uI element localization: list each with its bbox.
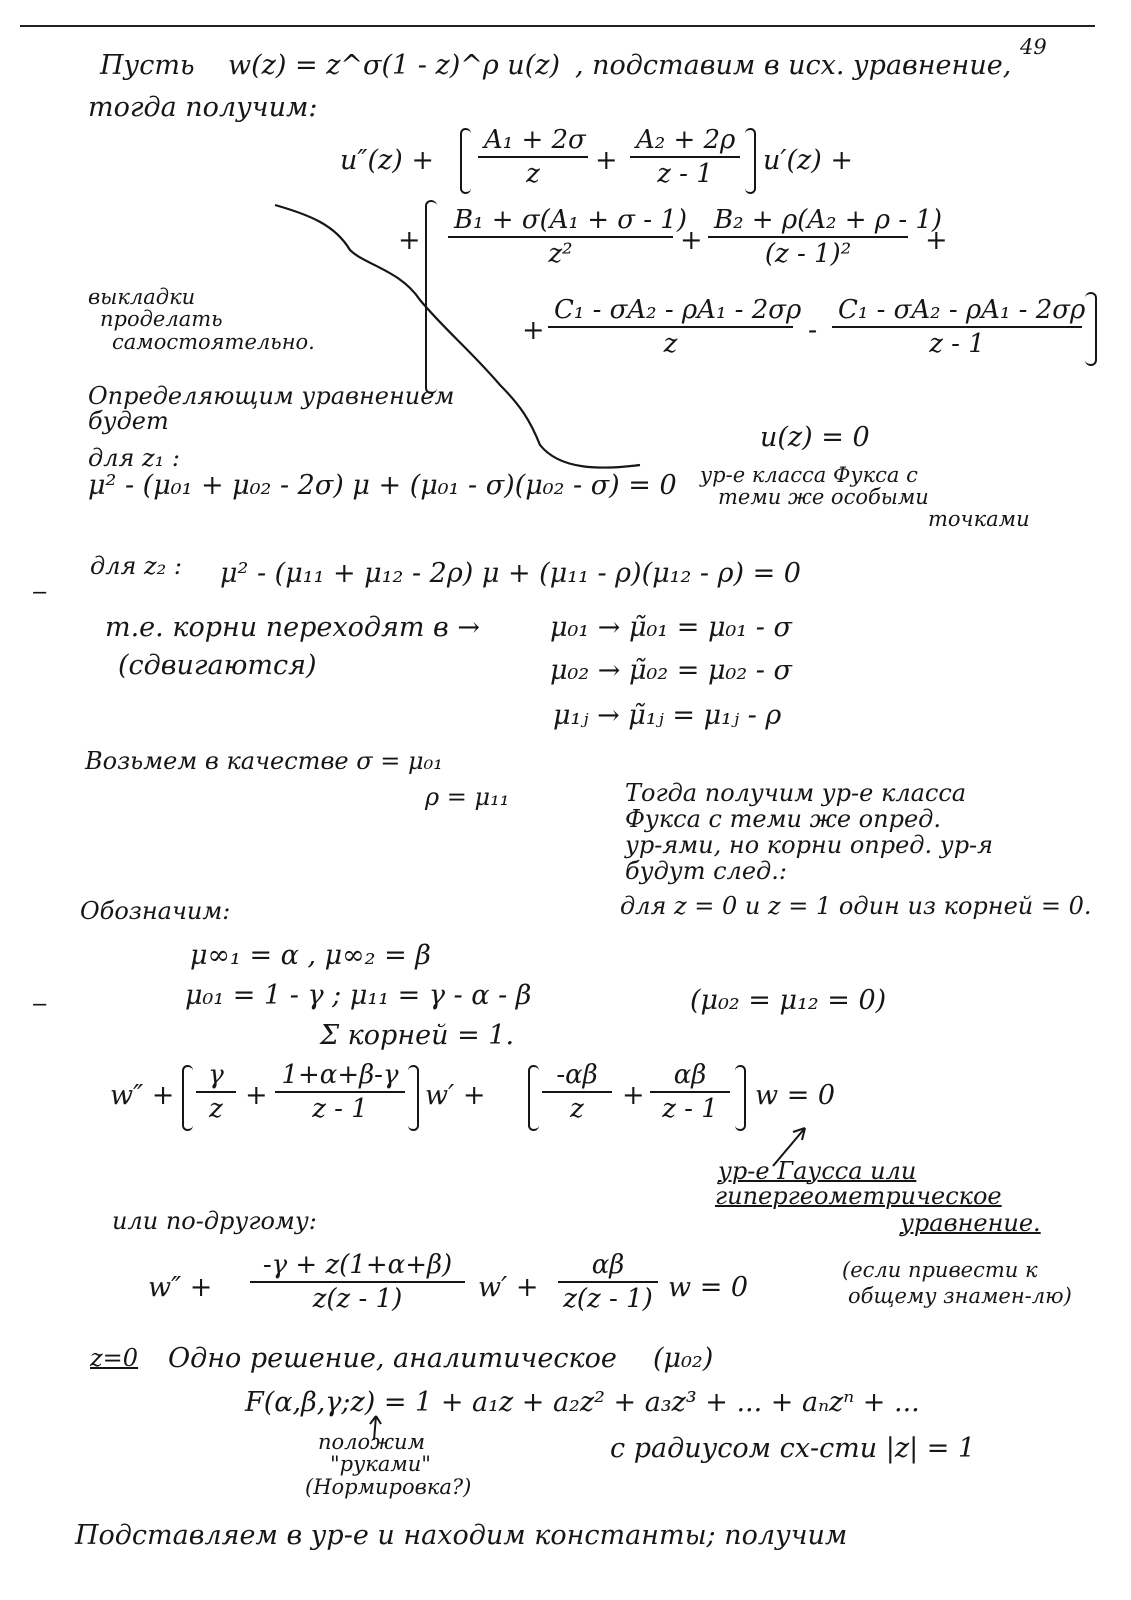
side-note-2: проделать <box>100 307 223 331</box>
final-line: Подставляем в ур-е и находим константы; получим <box>75 1520 848 1551</box>
notation-line1: μ∞₁ = α , μ∞₂ = β <box>190 940 431 971</box>
margin-dash: ‒ <box>32 577 48 605</box>
gauss-note-2: гипергеометрическое <box>715 1182 1002 1210</box>
z0-label: z=0 <box>90 1344 139 1372</box>
eq-u-term3 <box>448 205 687 269</box>
bracket-close <box>745 128 756 194</box>
bracket-open <box>460 128 471 194</box>
eq-w2-frac2 <box>558 1250 658 1314</box>
eq-w-frac1-num: γ <box>196 1060 236 1093</box>
page-number: 49 <box>1020 35 1047 59</box>
eq-w-frac1 <box>196 1060 236 1124</box>
z0-put: положим <box>318 1430 425 1454</box>
intro-then: тогда получим: <box>88 92 318 123</box>
eq-w-tail: w = 0 <box>755 1080 836 1111</box>
eq-u-row2-lead: + <box>398 225 421 256</box>
eq-u-term6-den: z - 1 <box>929 329 985 359</box>
bracket-open <box>528 1065 539 1131</box>
choice-line2: ρ = μ₁₁ <box>425 783 510 811</box>
side-note-1: выкладки <box>88 285 196 309</box>
eq-w-frac3-num: -αβ <box>542 1060 612 1093</box>
then-note-5: для z = 0 и z = 1 один из корней = 0. <box>620 892 1092 920</box>
gauss-note-1: ур-е Гаусса или <box>718 1157 917 1185</box>
substitute-note: , подставим в исх. уравнение, <box>575 50 1012 81</box>
eq-w2-note-2: общему знамен-лю) <box>848 1284 1072 1308</box>
eq-w-frac4 <box>650 1060 730 1124</box>
root-map-3: μ₁ⱼ → μ̃₁ⱼ = μ₁ⱼ - ρ <box>553 700 782 731</box>
notation-line3: Σ корней = 1. <box>320 1020 515 1051</box>
then-note-3: ур-ями, но корни опред. ур-я <box>625 831 994 859</box>
eq-u-term6 <box>832 295 1086 359</box>
eq-w-plus: + <box>245 1080 268 1111</box>
eq-u-term5-num: C₁ - σA₂ - ρA₁ - 2σρ <box>548 295 793 328</box>
eq-w-frac3 <box>542 1060 612 1124</box>
eq-u-lead: u″(z) + <box>340 145 434 176</box>
z0-hands: "руками" <box>330 1452 431 1476</box>
substitution-formula: w(z) = z^σ(1 - z)^ρ u(z) <box>228 50 560 81</box>
eq-w2-note-1: (если привести к <box>842 1258 1038 1282</box>
eq-w2-frac2-num: αβ <box>558 1250 658 1283</box>
eq-u-term6-num: C₁ - σA₂ - ρA₁ - 2σρ <box>832 295 1082 328</box>
eq-u-tail: u′(z) + <box>763 145 854 176</box>
eq-w2-tail: w = 0 <box>668 1272 749 1303</box>
choice-line1: Возьмем в качестве σ = μ₀₁ <box>85 747 443 775</box>
eq-w2-mid: w′ + <box>478 1272 539 1303</box>
then-note-4: будут след.: <box>625 857 787 885</box>
eq-u-rhs: u(z) = 0 <box>760 422 870 453</box>
eq-u-term4 <box>708 205 943 269</box>
fuchs-note-3: точками <box>928 507 1030 531</box>
eq-w-plus: + <box>622 1080 645 1111</box>
bracket-open <box>425 200 437 394</box>
notation-line2: μ₀₁ = 1 - γ ; μ₁₁ = γ - α - β <box>185 980 532 1011</box>
roots-line1: т.е. корни переходят в → <box>105 612 480 643</box>
then-note-2: Фукса с теми же опред. <box>625 805 941 833</box>
eq-u-term5 <box>548 295 802 359</box>
eq-u-term4-num: B₂ + ρ(A₂ + ρ - 1) <box>708 205 908 238</box>
bracket-close <box>735 1065 746 1131</box>
top-rule <box>20 25 1095 27</box>
bracket-close <box>408 1065 419 1131</box>
eq-w-frac2-den: z - 1 <box>312 1094 368 1124</box>
eq-w2-frac2-den: z(z - 1) <box>563 1284 653 1314</box>
eq-u-term2 <box>630 125 740 189</box>
bracket-open <box>182 1065 193 1131</box>
eq-u-row3-lead: + <box>522 315 545 346</box>
eq-w-lead: w″ + <box>110 1080 175 1111</box>
eq-u-term2-num: A₂ + 2ρ <box>630 125 740 158</box>
eq-u-plus: + <box>595 145 618 176</box>
for-z1-equation: μ² - (μ₀₁ + μ₀₂ - 2σ) μ + (μ₀₁ - σ)(μ₀₂ - σ) = 0 <box>88 470 677 501</box>
intro-let: Пусть <box>100 50 195 81</box>
eq-w-frac4-den: z - 1 <box>662 1094 718 1124</box>
eq-w-frac3-den: z <box>570 1094 584 1124</box>
eq-w2-frac1-num: -γ + z(1+α+β) <box>250 1250 465 1283</box>
determining-will-be: будет <box>88 407 169 435</box>
eq-w-mid: w′ + <box>425 1080 486 1111</box>
eq-u-term3-num: B₁ + σ(A₁ + σ - 1) <box>448 205 673 238</box>
root-map-2: μ₀₂ → μ̃₀₂ = μ₀₂ - σ <box>550 655 792 686</box>
z0-text: Одно решение, аналитическое <box>168 1343 617 1374</box>
eq-w-frac2 <box>275 1060 405 1124</box>
eq-u-term5-den: z <box>663 329 678 359</box>
z0-mu: (μ₀₂) <box>653 1343 714 1374</box>
eq-u-term1-den: z <box>526 159 540 189</box>
notation-line2-right: (μ₀₂ = μ₁₂ = 0) <box>690 985 887 1016</box>
eq-w-frac1-den: z <box>209 1094 223 1124</box>
eq-u-term4-den: (z - 1)² <box>764 239 852 269</box>
for-z2-label: для z₂ : <box>90 552 182 580</box>
then-note-1: Тогда получим ур-е класса <box>625 779 967 807</box>
eq-w2-lead: w″ + <box>148 1272 213 1303</box>
fuchs-note-1: ур-е класса Фукса с <box>700 463 918 487</box>
eq-w-frac4-num: αβ <box>650 1060 730 1093</box>
eq-u-term1 <box>478 125 588 189</box>
eq-w2-frac1-den: z(z - 1) <box>312 1284 403 1314</box>
eq-u-term3-den: z² <box>548 239 573 269</box>
eq-u-plus: + <box>680 225 703 256</box>
eq-w-frac2-num: 1+α+β-γ <box>275 1060 405 1093</box>
z0-norm: (Нормировка?) <box>305 1475 472 1499</box>
eq-w2-frac1 <box>250 1250 465 1314</box>
fuchs-note-2: теми же особыми <box>718 485 929 509</box>
roots-line2: (сдвигаются) <box>118 650 317 681</box>
for-z1-label: для z₁ : <box>88 444 180 472</box>
gauss-note-3: уравнение. <box>900 1209 1041 1237</box>
z0-series: F(α,β,γ;z) = 1 + a₁z + a₂z² + a₃z³ + ... + aₙzⁿ + ... <box>245 1387 920 1418</box>
eq-u-term1-num: A₁ + 2σ <box>478 125 588 158</box>
notation-label: Обозначим: <box>80 897 231 925</box>
eq-u-row2-tail: + <box>925 225 948 256</box>
z0-radius: с радиусом сх-сти |z| = 1 <box>610 1433 976 1464</box>
eq-u-minus: - <box>808 315 818 346</box>
bracket-close <box>1085 292 1097 366</box>
otherwise-label: или по-другому: <box>112 1207 317 1235</box>
for-z2-equation: μ² - (μ₁₁ + μ₁₂ - 2ρ) μ + (μ₁₁ - ρ)(μ₁₂ - ρ) = 0 <box>220 558 801 589</box>
margin-dash: ‒ <box>32 989 48 1017</box>
root-map-1: μ₀₁ → μ̃₀₁ = μ₀₁ - σ <box>550 612 792 643</box>
determining-label: Определяющим уравнением <box>88 382 455 410</box>
eq-u-term2-den: z - 1 <box>657 159 713 189</box>
side-note-3: самостоятельно. <box>112 330 315 354</box>
